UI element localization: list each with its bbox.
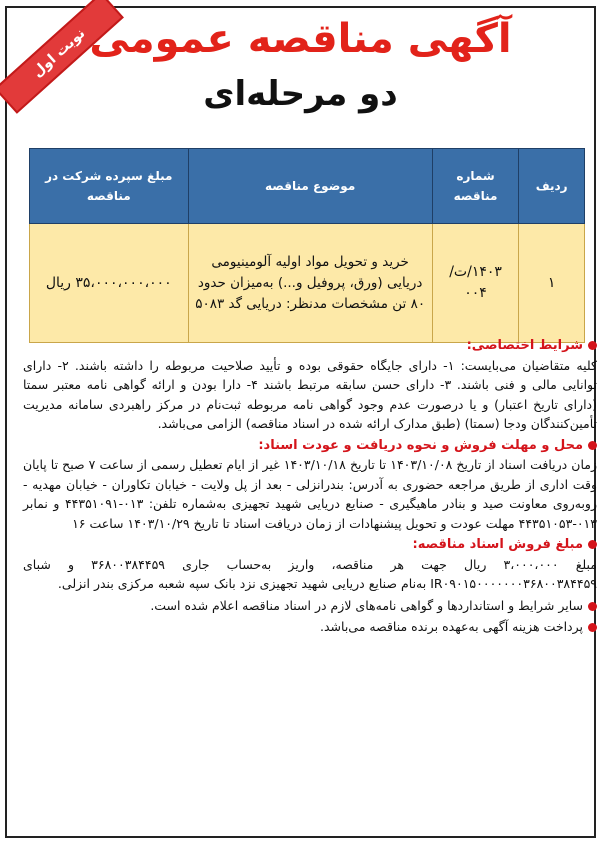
cell-tender-number: ۱۴۰۳/ت/۰۰۴ (433, 224, 520, 343)
note-ad-cost: پرداخت هزینه آگهی به‌عهده برنده مناقصه می‌باشد. (24, 617, 598, 637)
header-tender-subject: موضوع مناقصه (189, 149, 433, 224)
ad-body (24, 334, 598, 637)
note-standards: سایر شرایط و استانداردها و گواهی نامه‌های لازم در اسناد مناقصه اعلام شده است. (24, 596, 598, 616)
table-row (31, 224, 586, 343)
conditions-text: کلیه متقاضیان می‌بایست: ۱- دارای جایگاه حقوقی بوده و تأیید صلاحیت مربوطه را داشته باشند. ۲- دارای توانایی مالی و فنی باشند. ۳- دارای حسن سابقه مرتبط باشند ۴- دارا بودن و ارائه گواهی نامه معتبر سمتا (دارای تاریخ اعتبار) و یا درصورت عدم وجود گواهی نامه مربوطه ثبت‌نام در مرکز راهبردی سامانه مدیریت تأمین‌کنندگان ودجا (سمتا) (طبق مدارک ارائه شده در اسناد مناقصه) الزامی می‌باشد. (24, 357, 598, 431)
price-text: مبلغ ۳،۰۰۰،۰۰۰ ریال جهت هر مناقصه، واریز به‌حساب جاری ۳۶۸۰۰۳۸۴۴۵۹ و شبای IR۰۹۰۱۵۰۰۰۰۰۰۰۳۶۸۰۰۳۸۴۴۵۹ به‌نام صنایع دریایی شهید تجهیزی نزد بانک سپه شعبه مرکزی بندر انزلی. (24, 556, 599, 591)
ad-subtitle: دو مرحله‌ای (204, 74, 399, 114)
header-row-number: ردیف (520, 149, 586, 224)
tender-table (30, 148, 586, 343)
bullet-icon (589, 540, 598, 549)
table-header-row (31, 149, 586, 224)
ad-title: آگهی مناقصه عمومی (90, 16, 513, 62)
first-issue-badge: نوبت اول (0, 0, 125, 114)
cell-deposit: ۳۵،۰۰۰،۰۰۰،۰۰۰ ریال (31, 224, 190, 343)
bullet-icon (589, 441, 598, 450)
cell-row-number: ۱ (520, 224, 586, 343)
header-deposit: مبلغ سپرده شرکت در مناقصه (31, 149, 190, 224)
bullet-icon (589, 602, 598, 611)
header-tender-number: شماره مناقصه (433, 149, 520, 224)
cell-tender-subject: خرید و تحویل مواد اولیه آلومینیومی دریایی (ورق، پروفیل و...) به‌میزان حدود ۸۰ تن مشخصات مدنظر: دریایی گد ۵۰۸۳ (189, 224, 433, 343)
ad-frame (6, 6, 597, 838)
price-heading: مبلغ فروش اسناد مناقصه: (24, 535, 598, 555)
bullet-icon (589, 623, 598, 632)
place-heading: محل و مهلت فروش و نحوه دریافت و عودت اسناد: (24, 436, 598, 456)
place-text: زمان دریافت اسناد از تاریخ ۱۴۰۳/۱۰/۰۸ تا تاریخ ۱۴۰۳/۱۰/۱۸ غیر از ایام تعطیل رسمی از ساعت ۷ صبح تا پایان وقت اداری از طریق مراجعه حضوری به آدرس: بندرانزلی - بعد از پل ولایت - خیابان تکاوران - خیابان مهدیه - روبه‌روی معاونت صید و بنادر ماهیگیری - صنایع دریایی شهید تجهیزی به‌شماره تلفن: ۰۱۳-۴۴۳۵۱۰۹۱ و نمابر ۰۱۳-۴۴۳۵۱۰۵۳ مهلت عودت و تحویل پیشنهادات از زمان دریافت اسناد تا تاریخ ۱۴۰۳/۱۰/۲۹ ساعت ۱۶ (24, 457, 599, 531)
conditions-heading: شرایط اختصاصی: (24, 336, 598, 356)
bullet-icon (589, 341, 598, 350)
